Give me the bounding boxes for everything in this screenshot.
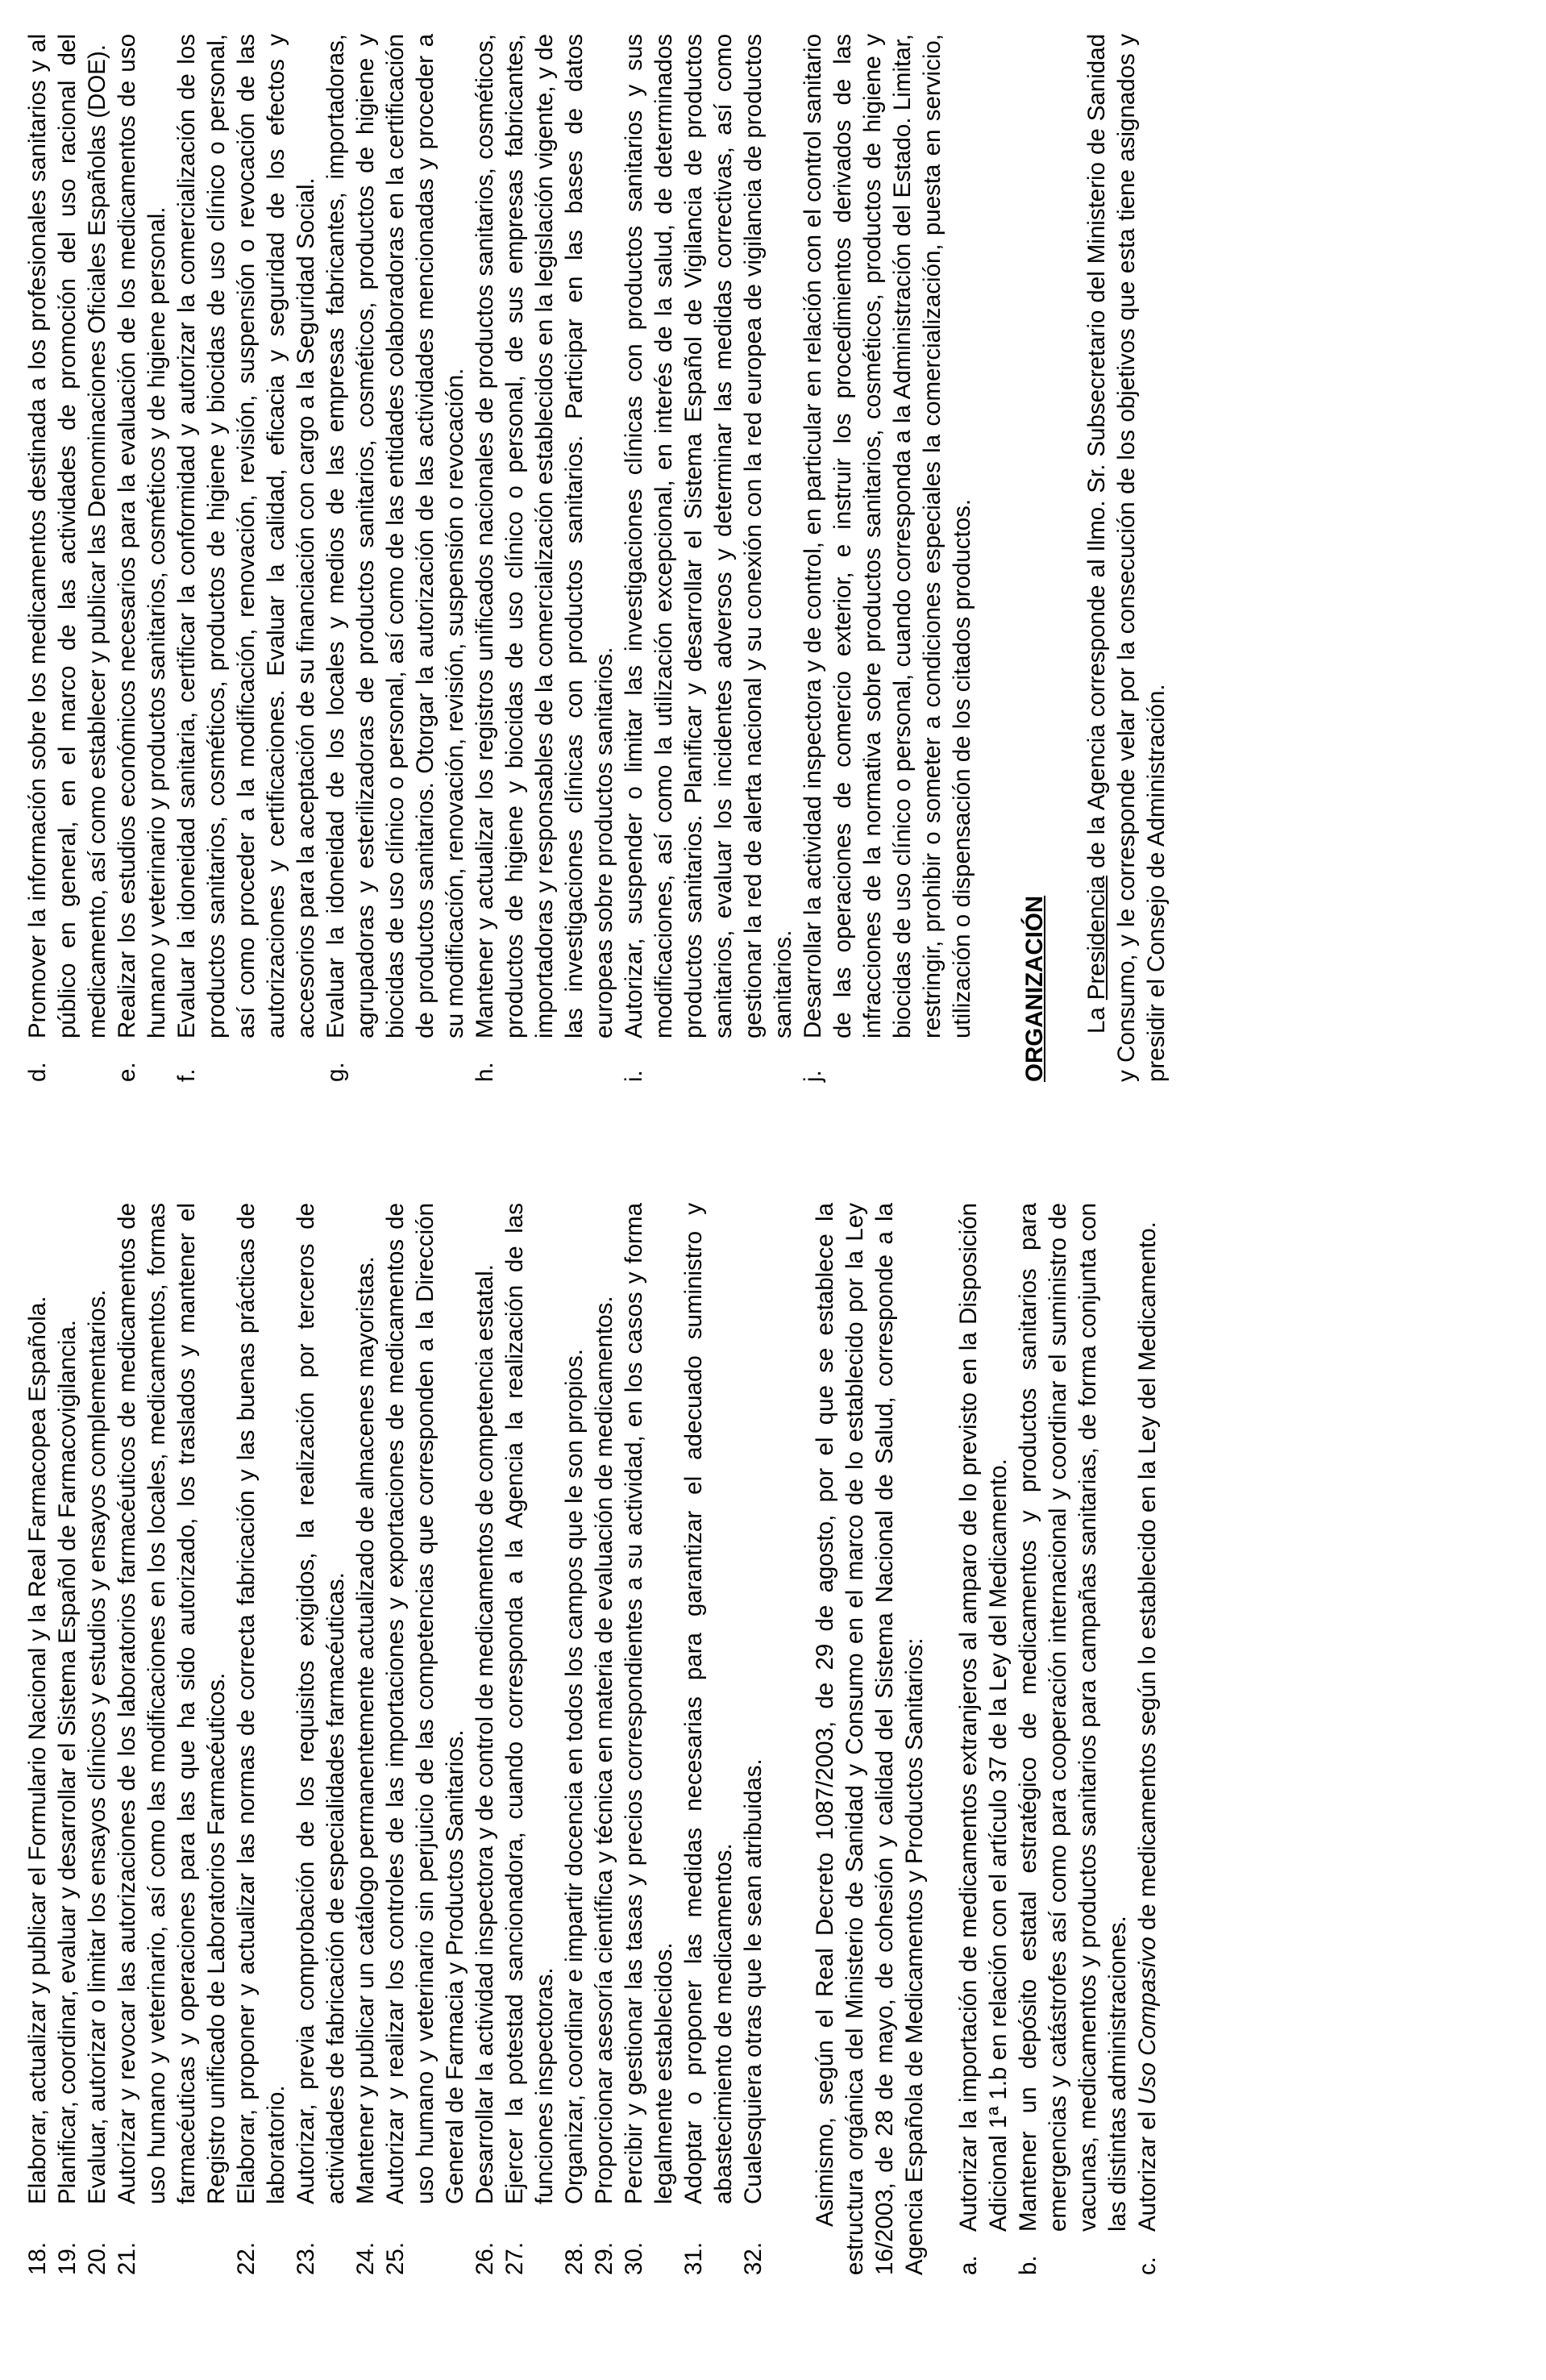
presidencia-text-part: La — [1083, 1000, 1110, 1034]
numbered-item — [52, 1203, 82, 2275]
numbered-item — [589, 1203, 619, 2275]
numbered-item-text: Elaborar, actualizar y publicar el Formulario Nacional y la Real Farmacopea Española. — [24, 1296, 51, 2204]
numbered-item-text: Autorizar, previa comprobación de los requisitos exigidos, la realización por terceros de actividades de fabricación de especialidades farmacéuticas. — [293, 1203, 350, 2204]
sub-item-text: Autorizar la importación de medicamentos extranjeros al amparo de lo previsto en la Disposición Adicional 1ª 1.b en relación con el artículo 37 de la Ley del Medicamento. — [954, 1203, 1012, 2232]
sub-item-number: c. — [1134, 2257, 1162, 2275]
sub-item — [112, 34, 172, 1082]
numbered-item-text: Planificar, coordinar, evaluar y desarrollar el Sistema Español de Farmacovigilancia. — [54, 1320, 81, 2204]
sub-item-text-part: Autorizar el — [1134, 2104, 1162, 2232]
numbered-item-text: Autorizar y realizar los controles de las importaciones y exportaciones de medicamentos de uso humano y veterinario sin perjuicio de las competencias que corresponden a la Dirección General de Farmacia y Productos Sanitarios. — [382, 1203, 469, 2204]
sub-item-c — [1132, 1203, 1162, 2275]
sub-item — [321, 34, 470, 1082]
numbered-item-number: 18. — [24, 2241, 51, 2275]
sub-item-text: Promover la información sobre los medicamentos destinada a los profesionales sanitarios y al público en general, en el marco de las actividades de promoción del uso racional del medicamento, así como establecer y publicar las Denominaciones Oficiales Españolas (DOE). — [24, 34, 111, 1038]
numbered-item-number: 22. — [233, 2241, 260, 2275]
sub-item-number: d. — [24, 1062, 51, 1082]
sub-item — [172, 34, 321, 1082]
numbered-item-number: 24. — [352, 2241, 380, 2275]
numbered-item — [380, 1203, 470, 2275]
numbered-item-number: 23. — [293, 2241, 320, 2275]
sub-item-text-part: de medicamentos según lo establecido en la Ley del Medicamento. — [1134, 1221, 1162, 1937]
presidencia-paragraph — [1082, 34, 1171, 1082]
numbered-item-text: Percibir y gestionar las tasas y precios correspondientes a su actividad, en los casos y forma legalmente establecidos. — [621, 1203, 678, 2204]
sub-item-number: f. — [173, 1068, 201, 1082]
numbered-item-text: Mantener y publicar un catálogo permanentemente actualizado de almacenes mayoristas. — [352, 1256, 380, 2204]
numbered-item-number: 28. — [561, 2241, 588, 2275]
sub-item-number: b. — [1014, 2255, 1041, 2275]
numbered-item-text: Organizar, coordinar e impartir docencia en todos los campos que le son propios. — [561, 1349, 588, 2204]
numbered-item-text: Elaborar, proponer y actualizar las normas de correcta fabricación y las buenas prácticas de laboratorio. — [233, 1203, 290, 2204]
sub-item-text: Evaluar la idoneidad de los locales y medios de las empresas fabricantes, importadoras, agrupadoras y esterilizadoras de productos sanitarios, cosméticos, productos de higiene y biocidas de uso clínico o personal, así como de las entidades colaboradoras en la certificación de productos sanitarios. Otorgar la autorización de las actividades mencionadas y proceder a su modificación, renovación, revisión, suspensión o revocación. — [322, 34, 469, 1038]
sub-item-text: Realizar los estudios económicos necesarios para la evaluación de los medicamentos de uso humano y veterinario y productos sanitarios, cosméticos y de higiene personal. — [114, 34, 171, 1038]
uso-compasivo-italic: Uso Compasivo — [1134, 1937, 1162, 2105]
numbered-item-number: 32. — [740, 2241, 767, 2275]
numbered-item-number: 21. — [114, 2241, 141, 2275]
numbered-item — [679, 1203, 738, 2275]
sub-item — [954, 1203, 1013, 2275]
numbered-item-number: 20. — [84, 2241, 111, 2275]
numbered-item-text: Evaluar, autorizar o limitar los ensayos clínicos y estudios y ensayos complementarios. — [84, 1289, 111, 2204]
presidencia-text-part: de la Agencia corresponde al Ilmo. Sr. Subsecretario del Ministerio de Sanidad y Consumo, y le corresponde velar por la consecución de los objetivos que esta tiene asignados y presidir el Consejo de Administración. — [1083, 33, 1170, 1082]
numbered-item — [559, 1203, 589, 2275]
sub-item-text: Mantener un depósito estatal estratégico de medicamentos y productos sanitarios para emergencias y catástrofes así como para cooperación internacional y coordinar el suministro de vacunas, medicamentos y productos sanitarios para campañas sanitarias, de forma conjunta con las distintas administraciones. — [1014, 1203, 1132, 2232]
sub-item-text: Autorizar, suspender o limitar las investigaciones clínicas con productos sanitarios y sus modificaciones, así como la utilización excepcional, en interés de la salud, de determinados productos sanitarios. Planificar y desarrollar el Sistema Español de Vigilancia de productos sanitarios, evaluar los incidentes adversos y determinar las medidas correctivas, así como gestionar la red de alerta nacional y su conexión con la red europea de vigilancia de productos sanitarios. — [621, 34, 797, 1038]
numbered-item-number: 19. — [54, 2241, 81, 2275]
numbered-item-text: Autorizar y revocar las autorizaciones de los laboratorios farmacéuticos de medicamentos de uso humano y veterinario, así como las modificaciones en los locales, medicamentos, formas farmacéuticas y operaciones para las que ha sido autorizado, los traslados y mantener el Registro unificado de Laboratorios Farmacéuticos. — [114, 1203, 231, 2204]
sub-item — [1013, 1203, 1132, 2275]
numbered-item-number: 29. — [591, 2241, 618, 2275]
sub-item-number: h. — [472, 1062, 499, 1082]
left-column — [23, 1203, 1162, 2275]
numbered-item — [619, 1203, 679, 2275]
organizacion-heading: ORGANIZACIÓN — [1020, 895, 1048, 1082]
sub-item-text: Desarrollar la actividad inspectora y de control, en particular en relación con el control sanitario de las operaciones de comercio exterior, e instruir los procedimientos derivados de las infracciones de la normativa sobre productos sanitarios, cosméticos, productos de higiene y biocidas de uso clínico o personal, cuando corresponda a la Administración del Estado. Limitar, restringir, prohibir o someter a condiciones especiales la comercialización, puesta en servicio, utilización o dispensación de los citados productos. — [800, 34, 976, 1038]
sub-item-text — [1132, 1203, 1162, 2232]
sub-item — [619, 34, 798, 1082]
sub-item-number: j. — [800, 1070, 827, 1082]
numbered-item-text: Cualesquiera otras que le sean atribuidas. — [740, 1758, 767, 2204]
numbered-item — [500, 1203, 559, 2275]
numbered-item — [23, 1203, 52, 2275]
numbered-item — [82, 1203, 112, 2275]
numbered-item — [231, 1203, 291, 2275]
numbered-item-number: 27. — [501, 2241, 529, 2275]
numbered-item-text: Ejercer la potestad sancionadora, cuando corresponda a la Agencia la realización de las funciones inspectoras. — [501, 1203, 559, 2204]
numbered-item — [738, 1203, 768, 2275]
sub-item-number: g. — [322, 1062, 350, 1082]
sub-item — [23, 34, 112, 1082]
numbered-item-number: 25. — [382, 2241, 409, 2275]
numbered-item-number: 26. — [472, 2241, 499, 2275]
sub-item — [470, 34, 619, 1082]
sub-item-number: a. — [954, 2255, 982, 2275]
numbered-item — [291, 1203, 351, 2275]
right-column — [23, 34, 1195, 1082]
asimismo-paragraph: Asimismo, según el Real Decreto 1087/2003, de 29 de agosto, por el que se establece la estructura orgánica del Ministerio de Sanidad y Consumo en el marco de lo establecido por la Ley 16/2003, de 28 de mayo, de cohesión y calidad del Sistema Nacional de Salud, corresponde a la Agencia Española de Medicamentos y Productos Sanitarios: — [812, 1203, 929, 2275]
numbered-item-number: 30. — [621, 2241, 648, 2275]
numbered-item-text: Proporcionar asesoría científica y técnica en materia de evaluación de medicamentos. — [591, 1296, 618, 2204]
numbered-item — [351, 1203, 380, 2275]
sub-item-text: Evaluar la idoneidad sanitaria, certificar la conformidad y autorizar la comercialización de los productos sanitarios, cosméticos, productos de higiene y biocidas de uso clínico o personal, así como proceder a la modificación, renovación, revisión, suspensión o revocación de las autorizaciones y certificaciones. Evaluar la calidad, eficacia y seguridad de los efectos y accesorios para la aceptación de su financiación con cargo a la Seguridad Social. — [173, 34, 320, 1038]
sub-item-text: Mantener y actualizar los registros unificados nacionales de productos sanitarios, cosméticos, productos de higiene y biocidas de uso clínico o personal, de sus empresas fabricantes, importadoras y responsables de la comercialización establecidos en la legislación vigente, y de las investigaciones clínicas con productos sanitarios. Participar en las bases de datos europeas sobre productos sanitarios. — [472, 34, 618, 1038]
numbered-item — [112, 1203, 231, 2275]
numbered-item — [470, 1203, 500, 2275]
sub-item-number: i. — [621, 1070, 648, 1082]
numbered-item-text: Adoptar o proponer las medidas necesarias para garantizar el adecuado suministro y abastecimiento de medicamentos. — [680, 1203, 738, 2204]
presidencia-underlined: Presidencia — [1083, 876, 1110, 1001]
sub-item-number: e. — [114, 1062, 141, 1082]
numbered-item-text: Desarrollar la actividad inspectora y de control de medicamentos de competencia estatal. — [472, 1264, 499, 2204]
sub-item — [798, 34, 977, 1082]
numbered-item-number: 31. — [680, 2241, 708, 2275]
